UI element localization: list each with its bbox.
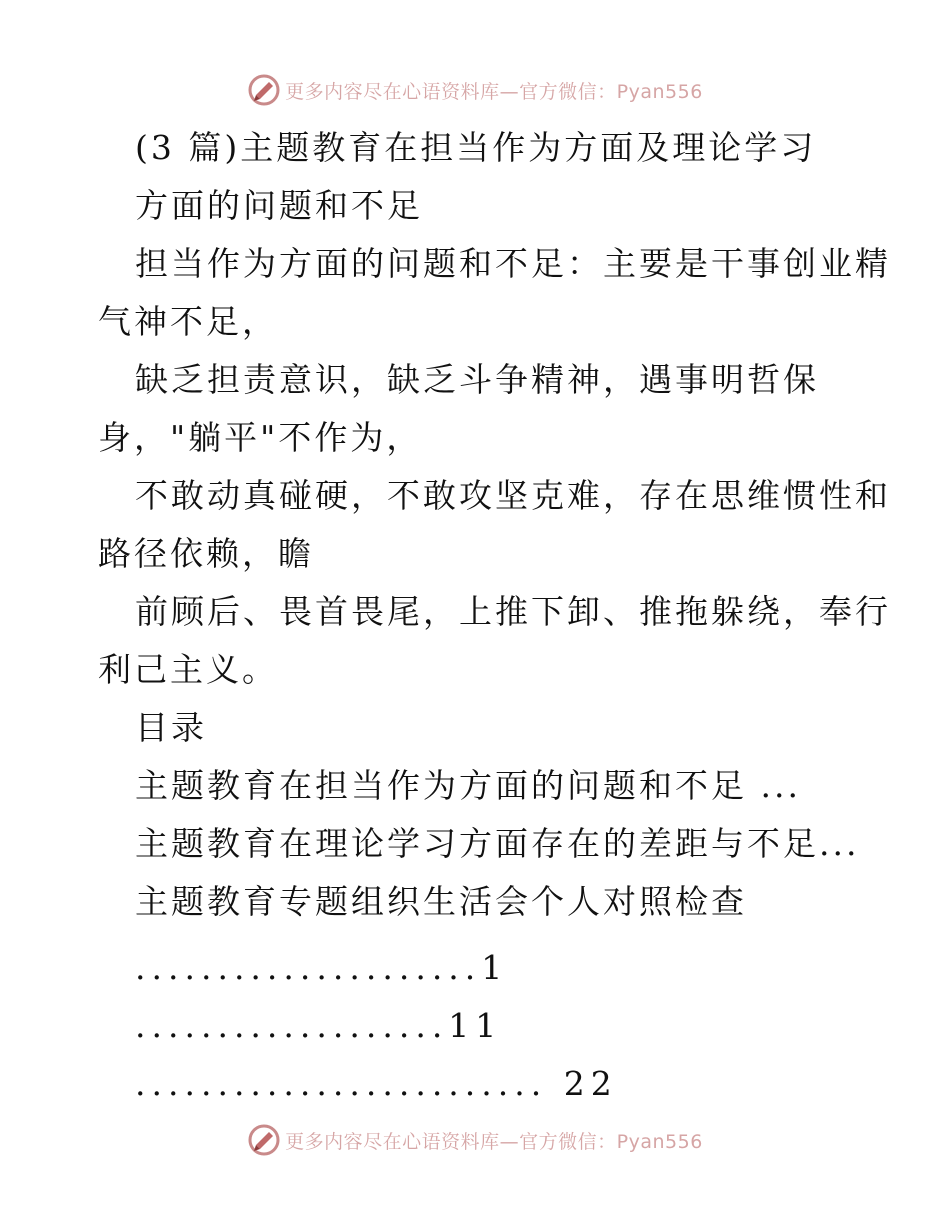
- doc-line: 路径依赖，瞻: [98, 534, 314, 573]
- toc-page-dots: ......................... 22: [135, 1064, 618, 1103]
- doc-line: 利己主义。: [98, 650, 278, 689]
- doc-line: 不敢动真碰硬，不敢攻坚克难，存在思维惯性和: [135, 476, 891, 515]
- doc-line: 身，"躺平"不作为，: [98, 418, 423, 457]
- watermark-footer: [0, 1120, 950, 1160]
- toc-page-dots: ...................11: [135, 1006, 503, 1045]
- logo-icon: [247, 1123, 281, 1157]
- doc-line: 气神不足，: [98, 302, 278, 341]
- toc-entry: 主题教育在理论学习方面存在的差距与不足...: [135, 824, 860, 863]
- doc-line: 前顾后、畏首畏尾，上推下卸、推拖躲绕，奉行: [135, 592, 891, 631]
- toc-entry: 主题教育在担当作为方面的问题和不足 ...: [135, 766, 801, 805]
- logo-icon: [247, 73, 281, 107]
- doc-line: 担当作为方面的问题和不足：主要是干事创业精: [135, 244, 891, 283]
- doc-line: (3 篇)主题教育在担当作为方面及理论学习: [135, 128, 817, 167]
- doc-line: 缺乏担责意识，缺乏斗争精神，遇事明哲保: [135, 360, 819, 399]
- watermark-text: 更多内容尽在心语资料库—官方微信：Pyan556: [285, 80, 703, 103]
- watermark-header: [0, 70, 950, 110]
- doc-line: 方面的问题和不足: [135, 186, 423, 225]
- toc-page-dots: .....................1: [135, 948, 509, 987]
- toc-entry: 主题教育专题组织生活会个人对照检查: [135, 882, 747, 921]
- watermark-text: 更多内容尽在心语资料库—官方微信：Pyan556: [285, 1130, 703, 1153]
- toc-heading: 目录: [135, 708, 207, 747]
